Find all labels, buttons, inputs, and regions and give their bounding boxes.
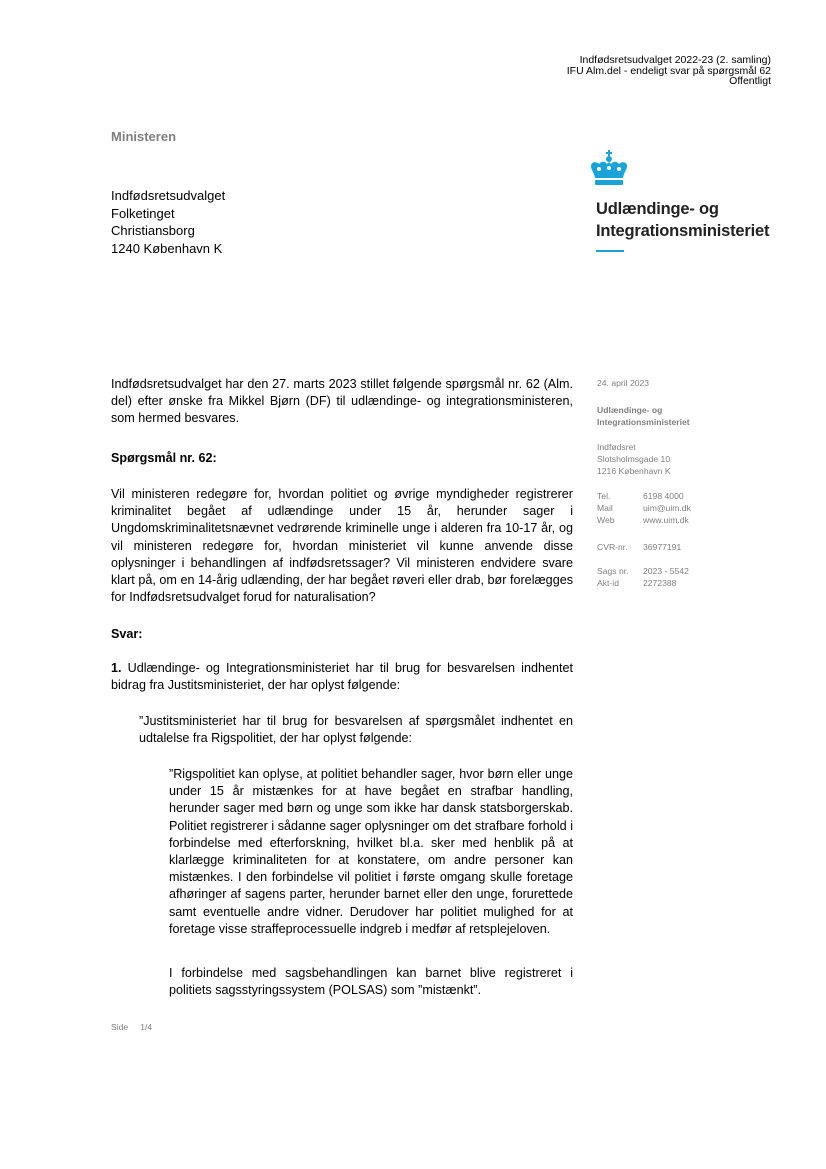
recipient-line: Folketinget bbox=[111, 205, 175, 221]
sidebar-org-line: Udlændinge- og bbox=[597, 405, 663, 415]
letter-date: 24. april 2023 bbox=[597, 378, 650, 388]
answer-number: 1. bbox=[111, 661, 122, 675]
sidebar-address bbox=[597, 441, 671, 478]
question-paragraph: Vil ministeren redegøre for, hvordan politiet og øvrige myndigheder registrerer kriminalitet begået af udlændinge under 15 år, herunder sager i Ungdomskriminalitetsnævnet vedrørende kriminelle unge i alderen fra 10-17 år, og vil ministeren redegøre for, hvordan ministeriet vil kunne anvende disse oplysninger i behandlingen af indfødsretssager? Vil ministeren endvidere svare klart på, om en 14-årig udlænding, der har begået røveri eller drab, bør forelægges for Indfødsretsudvalget forud for naturalisation? bbox=[111, 487, 573, 605]
wordmark-accent-rule bbox=[596, 250, 624, 252]
recipient-line: Christiansborg bbox=[111, 223, 195, 238]
quote-police-paragraph-2: I forbindelse med sagsbehandlingen kan barnet blive registreret i politiets sagsstyringssystem (POLSAS) som ”mistænkt”. bbox=[169, 966, 573, 998]
crown-icon bbox=[588, 150, 630, 188]
sidebar-contact bbox=[597, 490, 691, 527]
contact-row-mail: Mail uim@uim.dk bbox=[597, 503, 691, 514]
sidebar-organisation bbox=[597, 404, 690, 428]
email-link[interactable]: uim@uim.dk bbox=[643, 503, 691, 514]
sidebar-address-line: Indfødsret bbox=[597, 442, 636, 452]
header-committee: Indfødsretsudvalget 2022-23 (2. samling) bbox=[579, 54, 771, 66]
sidebar-org-line: Integrationsministeriet bbox=[597, 417, 690, 428]
document-header bbox=[567, 55, 771, 87]
sender-title: Ministeren bbox=[111, 129, 177, 144]
sidebar-address-line: 1216 København K bbox=[597, 466, 671, 477]
recipient-line: Indfødsretsudvalget bbox=[111, 188, 226, 203]
header-classification: Offentligt bbox=[729, 75, 771, 87]
quote-justice-ministry: ”Justitsministeriet har til brug for besvarelsen af spørgsmålet indhentet en udtalelse fra Rigspolitiet, der har oplyst følgende: bbox=[139, 714, 573, 746]
intro-paragraph: Indfødsretsudvalget har den 27. marts 2023 stillet følgende spørgsmål nr. 62 (Alm. del) efter ønske fra Mikkel Bjørn (DF) til udlændinge- og integrationsministeren, som hermed besvares. bbox=[111, 377, 573, 426]
sidebar-case-info bbox=[597, 565, 689, 589]
answer-heading: Svar: bbox=[111, 627, 143, 641]
recipient-line: 1240 København K bbox=[111, 240, 223, 256]
contact-row-web: Web www.uim.dk bbox=[597, 515, 689, 526]
wordmark-line: Integrationsministeriet bbox=[596, 222, 770, 240]
contact-row-phone: Tel. 6198 4000 bbox=[597, 491, 684, 501]
ministry-wordmark bbox=[596, 198, 769, 242]
act-id-row: Akt-id 2272388 bbox=[597, 578, 677, 589]
wordmark-line: Udlændinge- og bbox=[596, 200, 719, 218]
page-label: Side bbox=[111, 1022, 129, 1032]
answer-paragraph-1: 1. Udlændinge- og Integrationsministeriet har til brug for besvarelsen indhentet bidrag fra Justitsministeriet, der har oplyst følgende: bbox=[111, 661, 573, 693]
website-link[interactable]: www.uim.dk bbox=[643, 515, 689, 526]
recipient-address bbox=[111, 187, 225, 257]
header-reference: IFU Alm.del - endeligt svar på spørgsmål 62 bbox=[566, 64, 771, 77]
page-footer bbox=[111, 1022, 152, 1032]
sidebar-cvr: CVR-nr. 36977191 bbox=[597, 542, 682, 552]
question-heading: Spørgsmål nr. 62: bbox=[111, 451, 217, 465]
sidebar-address-line: Slotsholmsgade 10 bbox=[597, 454, 671, 465]
page-number: 1/4 bbox=[140, 1022, 153, 1032]
case-number-row: Sags nr. 2023 - 5542 bbox=[597, 566, 689, 576]
quote-police-paragraph-1: ”Rigspolitiet kan oplyse, at politiet behandler sager, hvor børn eller unge under 15 år mistænkes for at have begået en strafbar handling, herunder sager med børn og unge som ikke har dansk statsborgerskab. Politiet registrerer i sådanne sager oplysninger om det strafbare forhold i forbindelse med efterforskning, hvilket bl.a. sker med henblik på at klarlægge kriminaliteten for at konstatere, om andre personer kan mistænkes. I den forbindelse vil politiet i første omgang skulle foretage afhøringer af sagens parter, herunder barnet eller den unge, forurettede samt eventuelle andre vidner. Derudover har politiet mulighed for at foretage visse straffeprocessuelle indgreb i medfør af retsplejeloven. bbox=[169, 767, 573, 936]
